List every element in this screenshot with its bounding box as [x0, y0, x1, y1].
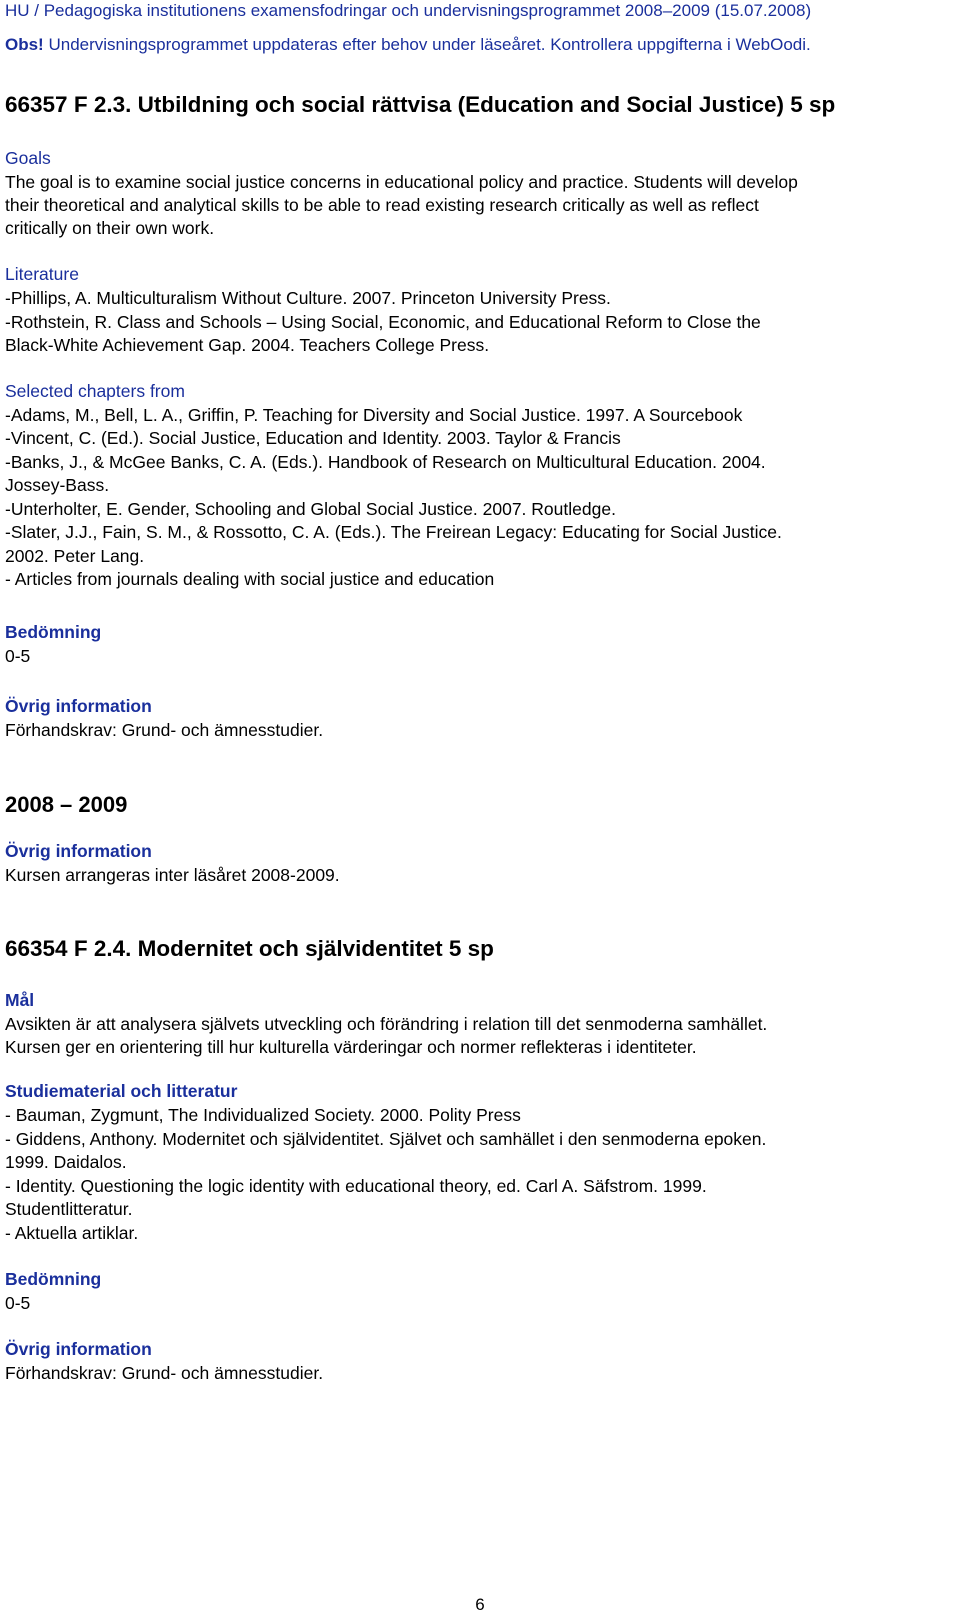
other-info-heading: Övrig information — [5, 841, 152, 861]
assessment-heading: Bedömning — [5, 622, 102, 642]
assessment-heading: Bedömning — [5, 1269, 102, 1289]
other-info-text: Förhandskrav: Grund- och ämnesstudier. — [5, 720, 324, 740]
chapter-item: -Banks, J., & McGee Banks, C. A. (Eds.). Handbook of Research on Multicultural Education. 2004. — [5, 452, 766, 472]
other-info-text: Kursen arrangeras inter läsåret 2008-2009. — [5, 865, 340, 885]
goals-heading: Goals — [5, 148, 51, 168]
goal-text-line: Kursen ger en orientering till hur kulturella värderingar och normer reflekteras i identiteter. — [5, 1037, 697, 1057]
literature-item: -Rothstein, R. Class and Schools – Using Social, Economic, and Educational Reform to Close the — [5, 312, 761, 332]
other-info-heading: Övrig information — [5, 696, 152, 716]
material-item: - Bauman, Zygmunt, The Individualized Society. 2000. Polity Press — [5, 1105, 521, 1125]
chapter-item: -Adams, M., Bell, L. A., Griffin, P. Teaching for Diversity and Social Justice. 1997. A Sourcebook — [5, 405, 743, 425]
chapter-item: -Unterholter, E. Gender, Schooling and Global Social Justice. 2007. Routledge. — [5, 499, 616, 519]
material-item: - Identity. Questioning the logic identity with educational theory, ed. Carl A. Säfstrom. 1999. — [5, 1176, 707, 1196]
literature-item: Black-White Achievement Gap. 2004. Teachers College Press. — [5, 335, 490, 355]
goal-text-line: Avsikten är att analysera självets utveckling och förändring i relation till det senmoderna samhället. — [5, 1014, 768, 1034]
running-header: HU / Pedagogiska institutionens examensfodringar och undervisningsprogrammet 2008–2009 (15.07.2008) — [5, 1, 812, 20]
academic-year-heading: 2008 – 2009 — [5, 792, 128, 817]
material-item: 1999. Daidalos. — [5, 1152, 127, 1172]
other-info-heading: Övrig information — [5, 1339, 152, 1359]
chapter-item: -Vincent, C. (Ed.). Social Justice, Education and Identity. 2003. Taylor & Francis — [5, 428, 621, 448]
chapter-item: 2002. Peter Lang. — [5, 546, 145, 566]
update-notice — [5, 34, 811, 56]
course-title: 66357 F 2.3. Utbildning och social rättvisa (Education and Social Justice) 5 sp — [5, 92, 836, 117]
goal-heading: Mål — [5, 990, 35, 1010]
notice-text: Undervisningsprogrammet uppdateras efter behov under läseåret. Kontrollera uppgifterna i WebOodi. — [43, 35, 811, 54]
literature-heading: Literature — [5, 264, 79, 284]
assessment-value: 0-5 — [5, 646, 31, 666]
goals-text-line: their theoretical and analytical skills to be able to read existing research critically as well as reflect — [5, 195, 759, 215]
study-material-heading: Studiematerial och litteratur — [5, 1081, 238, 1101]
chapter-item: - Articles from journals dealing with social justice and education — [5, 569, 495, 589]
goals-text-line: critically on their own work. — [5, 218, 215, 238]
literature-item: -Phillips, A. Multiculturalism Without Culture. 2007. Princeton University Press. — [5, 288, 611, 308]
chapter-item: Jossey-Bass. — [5, 475, 110, 495]
other-info-text: Förhandskrav: Grund- och ämnesstudier. — [5, 1363, 324, 1383]
chapter-item: -Slater, J.J., Fain, S. M., & Rossotto, C. A. (Eds.). The Freirean Legacy: Educating for Social Justice. — [5, 522, 782, 542]
selected-chapters-heading: Selected chapters from — [5, 381, 185, 401]
material-item: Studentlitteratur. — [5, 1199, 133, 1219]
course-title: 66354 F 2.4. Modernitet och självidentitet 5 sp — [5, 936, 494, 961]
material-item: - Giddens, Anthony. Modernitet och självidentitet. Självet och samhället i den senmoderna epoken. — [5, 1129, 767, 1149]
notice-prefix: Obs! — [5, 35, 44, 54]
goals-text-line: The goal is to examine social justice concerns in educational policy and practice. Students will develop — [5, 172, 798, 192]
material-item: - Aktuella artiklar. — [5, 1223, 139, 1243]
assessment-value: 0-5 — [5, 1293, 31, 1313]
page-number: 6 — [475, 1595, 485, 1614]
